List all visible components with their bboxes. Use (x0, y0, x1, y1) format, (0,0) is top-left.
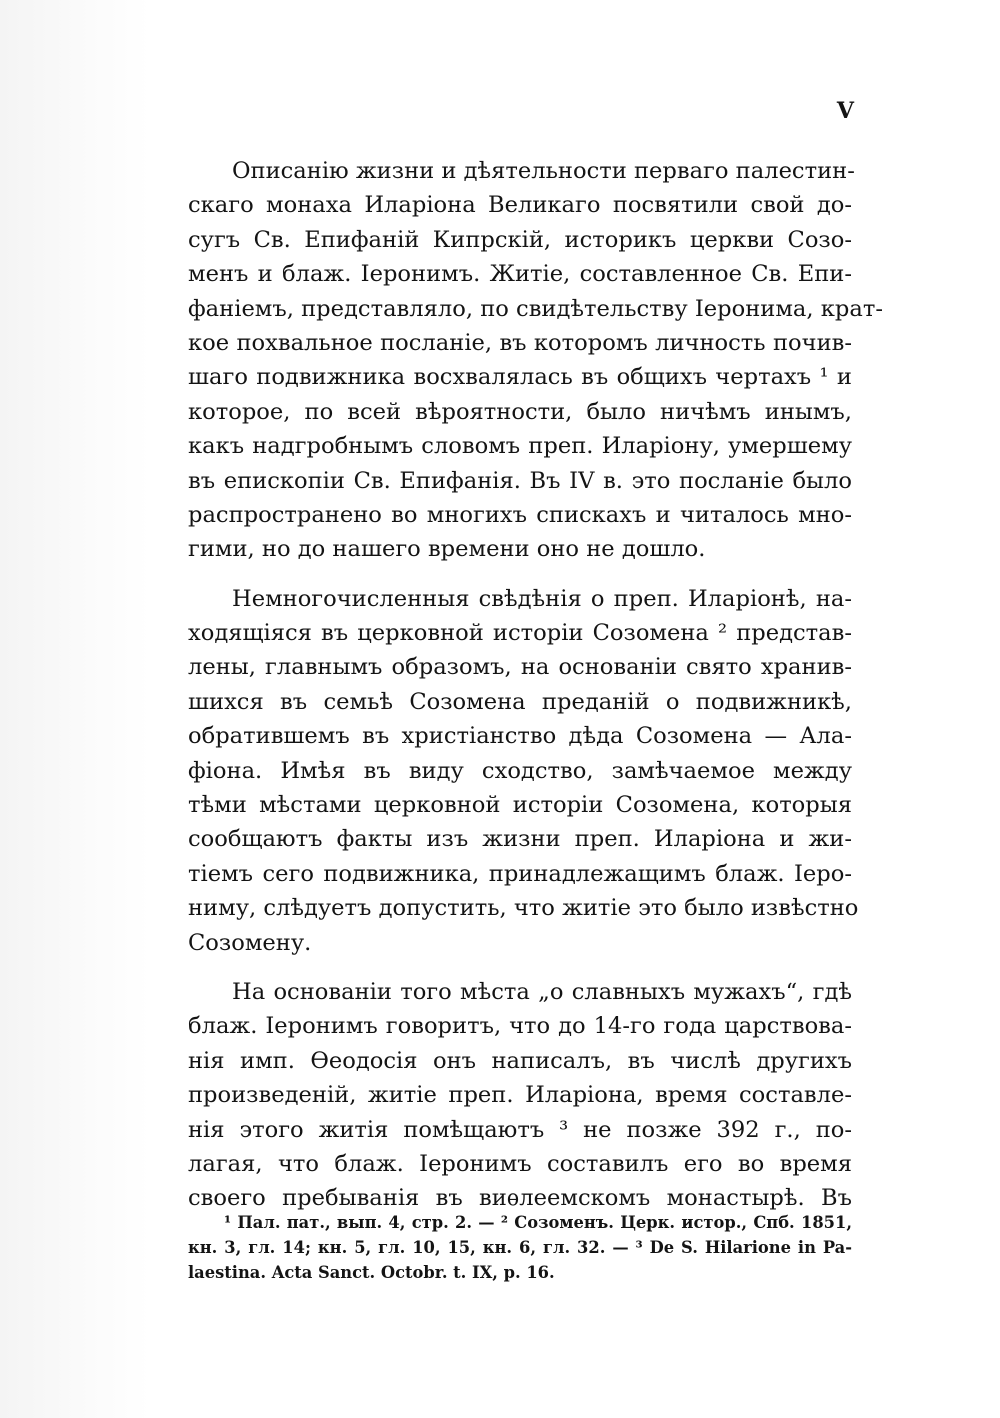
text-line: блаж. Іеронимъ говоритъ, что до 14-го года царствова- (188, 1013, 852, 1040)
text-line: обратившемъ въ христіанство дѣда Созомена — Ала- (188, 723, 852, 750)
body-text (188, 154, 883, 1231)
text-line: какъ надгробнымъ словомъ преп. Иларіону, умершему (188, 433, 852, 460)
page-number: V (836, 98, 854, 124)
paragraph-2 (188, 582, 859, 960)
text-line: которое, по всей вѣроятности, было ничѣмъ инымъ, (188, 398, 852, 425)
text-line: менъ и блаж. Іеронимъ. Житіе, составленное Св. Епи- (188, 261, 852, 288)
text-line: сообщаютъ факты изъ жизни преп. Иларіона и жи- (188, 826, 852, 853)
text-line: Немногочисленныя свѣдѣнія о преп. Иларіонѣ, на- (232, 585, 852, 612)
text-line: шихся въ семьѣ Созомена преданій о подвижникѣ, (188, 688, 852, 715)
text-line: гими, но до нашего времени оно не дошло. (188, 536, 706, 563)
text-line: ниму, слѣдуетъ допустить, что житіе это было извѣстно (188, 895, 859, 922)
text-line: тіемъ сего подвижника, принадлежащимъ блаж. Іеро- (188, 860, 852, 887)
text-line: шаго подвижника восхвалялась въ общихъ чертахъ ¹ и (188, 364, 852, 391)
text-line: тѣми мѣстами церковной исторіи Созомена, которыя (188, 792, 852, 819)
footnote-line: laestina. Acta Sanct. Octobr. t. IX, p. 16. (188, 1263, 555, 1282)
footnote-line: кн. 3, гл. 14; кн. 5, гл. 10, 15, кн. 6, гл. 32. — ³ De S. Hilarione in Pa- (188, 1238, 852, 1257)
text-line: кое похвальное посланіе, въ которомъ личность почив- (188, 329, 852, 356)
text-line: Созомену. (188, 929, 312, 956)
text-line: На основаніи того мѣста „о славныхъ мужахъ“, гдѣ (232, 978, 852, 1005)
footnotes (188, 1210, 852, 1285)
page-gutter-shade (0, 0, 150, 1418)
text-line: фіона. Имѣя въ виду сходство, замѣчаемое между (188, 757, 852, 784)
text-line: своего пребыванія въ виѳлеемскомъ монастырѣ. Въ (188, 1185, 852, 1212)
text-line: фаніемъ, представляло, по свидѣтельству Іеронима, крат- (188, 295, 883, 322)
text-line: лены, главнымъ образомъ, на основаніи свято хранив- (188, 654, 852, 681)
text-line: лагая, что блаж. Іеронимъ составилъ его во время (188, 1150, 852, 1177)
paragraph-1 (188, 154, 883, 567)
footnote-line: ¹ Пал. пат., вып. 4, стр. 2. — ² Созоменъ. Церк. истор., Спб. 1851, (224, 1213, 852, 1232)
text-line: сугъ Св. Епифаній Кипрскій, историкъ церкви Созо- (188, 226, 852, 253)
text-line: нія имп. Ѳеодосія онъ написалъ, въ числѣ другихъ (188, 1047, 852, 1074)
text-line: распространено во многихъ спискахъ и читалось мно- (188, 501, 852, 528)
text-line: Описанію жизни и дѣятельности перваго палестин- (232, 158, 855, 184)
paragraph-3 (188, 975, 852, 1216)
text-line: нія этого житія помѣщаютъ ³ не позже 392 г., по- (188, 1116, 852, 1143)
text-line: ходящіяся въ церковной исторіи Созомена ² представ- (188, 620, 852, 647)
text-line: въ епископіи Св. Епифанія. Въ IV в. это посланіе было (188, 467, 852, 494)
text-line: произведеній, житіе преп. Иларіона, время составле- (188, 1082, 852, 1109)
text-line: скаго монаха Иларіона Великаго посвятили свой до- (188, 192, 852, 219)
